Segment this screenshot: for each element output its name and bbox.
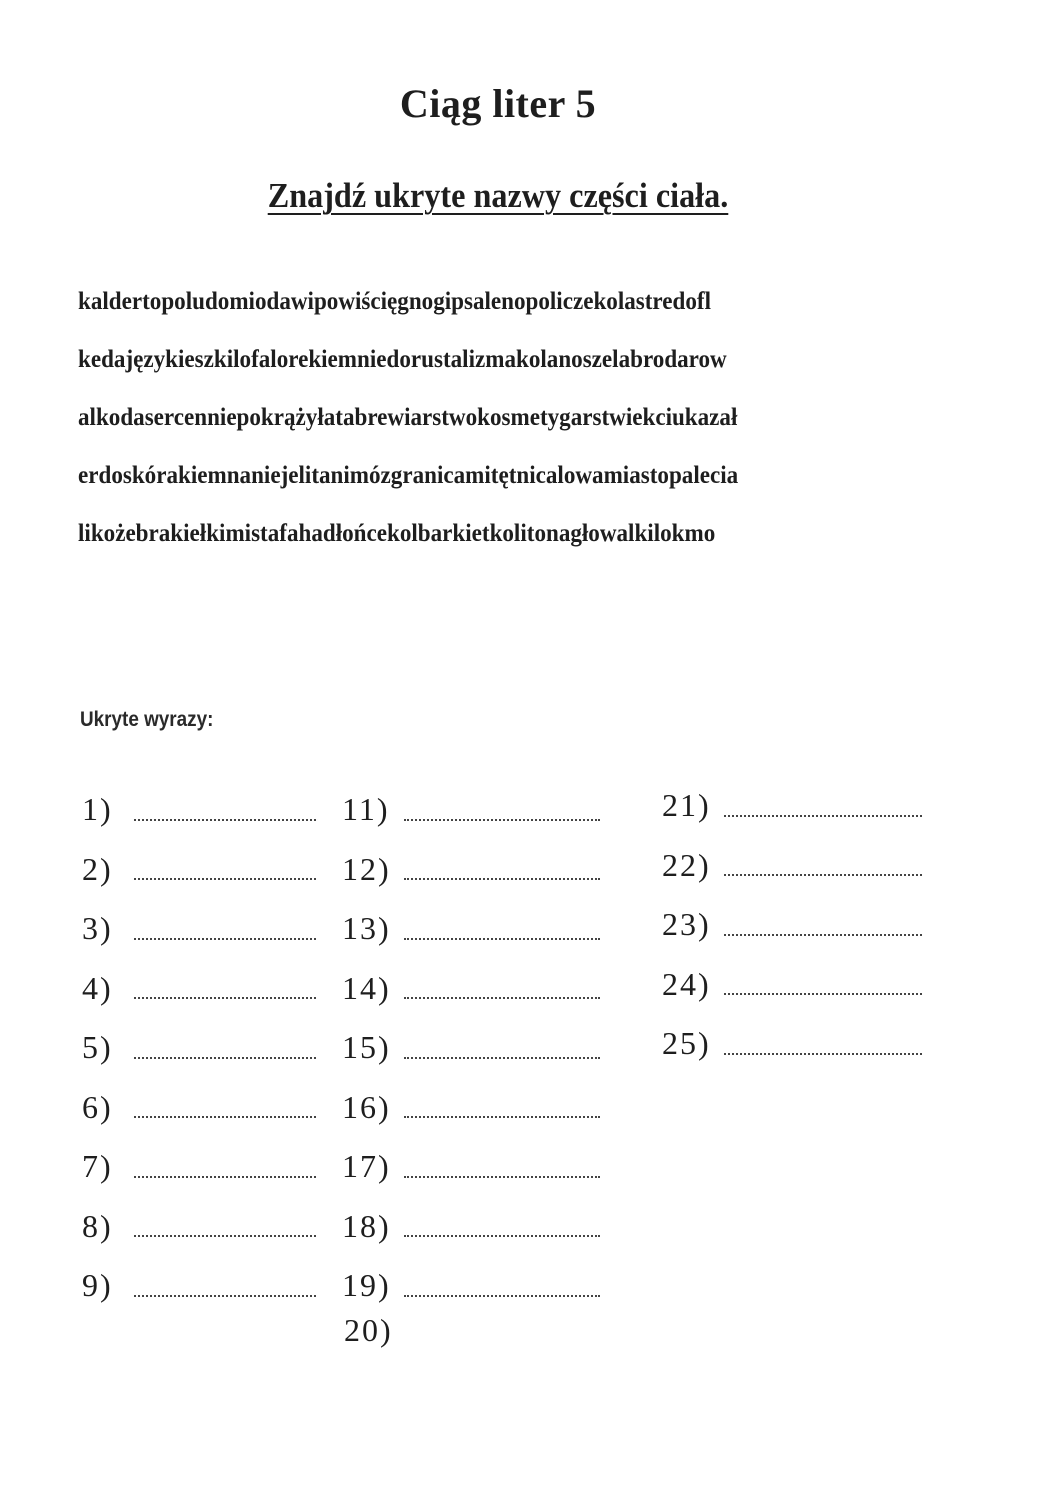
answer-number: 9)	[82, 1267, 113, 1304]
answer-number: 16)	[342, 1088, 391, 1125]
answer-number: 23)	[662, 906, 711, 943]
answer-number: 22)	[662, 846, 711, 883]
answer-blank[interactable]	[404, 938, 600, 940]
answer-number: 5)	[82, 1029, 113, 1066]
letter-line-4: erdoskórakiemnaniejelitanimózgranicamitętnicalowamiastopalecia	[78, 460, 739, 489]
answer-row	[82, 1078, 316, 1138]
answer-number: 2)	[82, 850, 113, 887]
answer-number: 7)	[82, 1148, 113, 1185]
answer-row	[342, 1078, 600, 1138]
answer-number: 12)	[342, 850, 391, 887]
answer-blank[interactable]	[404, 997, 600, 999]
answer-row	[662, 776, 922, 836]
answer-row	[342, 1256, 600, 1316]
answer-number: 17)	[342, 1148, 391, 1185]
hidden-words-label: Ukryte wyrazy:	[80, 708, 214, 731]
answer-number: 14)	[342, 969, 391, 1006]
answer-number: 25)	[662, 1025, 711, 1062]
answer-blank[interactable]	[134, 819, 316, 821]
answer-row	[342, 1197, 600, 1257]
answer-row	[82, 1137, 316, 1197]
page-title: Ciąg liter 5	[399, 81, 597, 126]
answer-row	[342, 840, 600, 900]
answer-row	[342, 1137, 600, 1197]
instruction-heading: Znajdź ukryte nazwy części ciała.	[267, 176, 729, 215]
answer-row	[82, 1256, 316, 1316]
answer-row	[342, 899, 600, 959]
answer-blank[interactable]	[724, 1053, 922, 1055]
answer-number: 8)	[82, 1207, 113, 1244]
answer-blank[interactable]	[134, 1235, 316, 1237]
answer-number: 24)	[662, 965, 711, 1002]
answer-blank[interactable]	[134, 997, 316, 999]
answer-blank[interactable]	[134, 938, 316, 940]
answer-blank[interactable]	[404, 819, 600, 821]
answer-blank[interactable]	[404, 1116, 600, 1118]
answer-number: 15)	[342, 1029, 391, 1066]
answer-blank[interactable]	[724, 874, 922, 876]
letter-line-1: kaldertopoludomiodawipowiścięgnogipsalenopoliczekolastredofl	[78, 286, 711, 315]
answer-row	[662, 955, 922, 1015]
letter-line-3: alkodasercenniepokrążyłatabrewiarstwokosmetygarstwiekciukazał	[78, 402, 738, 431]
answer-number: 11)	[342, 791, 390, 828]
answer-row	[662, 895, 922, 955]
answer-number: 3)	[82, 910, 113, 947]
answer-row	[342, 959, 600, 1019]
answer-number: 21)	[662, 787, 711, 824]
answer-blank[interactable]	[724, 815, 922, 817]
answer-row	[82, 1197, 316, 1257]
answer-blank[interactable]	[404, 1235, 600, 1237]
answer-row	[662, 1014, 922, 1074]
cut-off-answer-label: 20)	[344, 1312, 393, 1348]
answer-blank[interactable]	[134, 878, 316, 880]
letter-line-5: likożebrakiełkimistafahadłońcekolbarkietkolitonagłowalkilokmo	[78, 518, 716, 547]
answer-blank[interactable]	[724, 993, 922, 995]
answer-number: 13)	[342, 910, 391, 947]
answer-row	[82, 1018, 316, 1078]
answer-number: 19)	[342, 1267, 391, 1304]
answer-number: 1)	[82, 791, 113, 828]
answer-blank[interactable]	[134, 1295, 316, 1297]
answer-number: 4)	[82, 969, 113, 1006]
letter-line-2: kedajęzykieszkilofalorekiemniedorustalizmakolanoszelabrodarow	[78, 344, 727, 373]
answer-row	[662, 836, 922, 896]
answer-row	[82, 959, 316, 1019]
answer-row	[82, 780, 316, 840]
answer-row	[82, 899, 316, 959]
answer-row	[342, 1018, 600, 1078]
answer-column-3	[662, 776, 922, 1074]
answer-row	[82, 840, 316, 900]
answer-column-2	[342, 780, 600, 1316]
answer-number: 6)	[82, 1088, 113, 1125]
answer-blank[interactable]	[134, 1057, 316, 1059]
letter-string-block	[78, 272, 928, 562]
answer-blank[interactable]	[404, 1295, 600, 1297]
answer-blank[interactable]	[404, 878, 600, 880]
answer-blank[interactable]	[134, 1116, 316, 1118]
cut-off-answer-number	[344, 1312, 394, 1348]
answer-blank[interactable]	[724, 934, 922, 936]
answer-blank[interactable]	[404, 1176, 600, 1178]
answer-column-1	[82, 780, 316, 1316]
answer-row	[342, 780, 600, 840]
answer-blank[interactable]	[134, 1176, 316, 1178]
answer-blank[interactable]	[404, 1057, 600, 1059]
answer-number: 18)	[342, 1207, 391, 1244]
